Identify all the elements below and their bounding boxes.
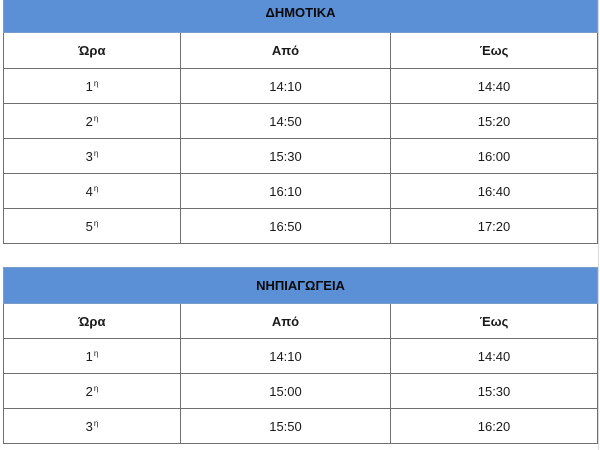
- to-cell: 15:30: [391, 374, 598, 409]
- hour-number: 2: [85, 113, 93, 129]
- table-row: [4, 174, 598, 209]
- hour-number: 1: [85, 348, 93, 364]
- to-cell: 14:40: [391, 69, 598, 104]
- page-edge-line: [598, 0, 599, 450]
- from-cell: 14:50: [181, 104, 391, 139]
- ordinal-suffix: η: [93, 218, 99, 228]
- ordinal-suffix: η: [93, 183, 99, 193]
- column-header-hour: Ώρα: [4, 304, 181, 339]
- table-row: [4, 209, 598, 244]
- hour-cell: [4, 339, 181, 374]
- to-cell: 16:40: [391, 174, 598, 209]
- from-cell: 15:30: [181, 139, 391, 174]
- table-header-row: [4, 33, 598, 69]
- hour-cell: [4, 104, 181, 139]
- column-header-to: Έως: [391, 304, 598, 339]
- table-row: [4, 409, 598, 444]
- hour-cell: [4, 209, 181, 244]
- table-title: ΝΗΠΙΑΓΩΓΕΙΑ: [4, 268, 598, 304]
- ordinal-suffix: η: [93, 78, 99, 88]
- to-cell: 15:20: [391, 104, 598, 139]
- column-header-hour: Ώρα: [4, 33, 181, 69]
- to-cell: 17:20: [391, 209, 598, 244]
- ordinal-suffix: η: [93, 348, 99, 358]
- from-cell: 15:00: [181, 374, 391, 409]
- table-title-row: [4, 0, 598, 33]
- table-row: [4, 374, 598, 409]
- table-title: ΔΗΜΟΤΙΚΑ: [4, 0, 598, 33]
- from-cell: 15:50: [181, 409, 391, 444]
- from-cell: 14:10: [181, 339, 391, 374]
- hour-number: 2: [85, 383, 93, 399]
- hour-cell: [4, 409, 181, 444]
- to-cell: 16:20: [391, 409, 598, 444]
- from-cell: 14:10: [181, 69, 391, 104]
- hour-cell: [4, 174, 181, 209]
- from-cell: 16:50: [181, 209, 391, 244]
- hour-number: 1: [85, 78, 93, 94]
- to-cell: 16:00: [391, 139, 598, 174]
- ordinal-suffix: η: [93, 148, 99, 158]
- ordinal-suffix: η: [93, 418, 99, 428]
- schedule-table-nipiagogeia: [3, 267, 598, 444]
- column-header-from: Από: [181, 33, 391, 69]
- column-header-to: Έως: [391, 33, 598, 69]
- from-cell: 16:10: [181, 174, 391, 209]
- ordinal-suffix: η: [93, 113, 99, 123]
- table-row: [4, 139, 598, 174]
- hour-cell: [4, 69, 181, 104]
- column-header-from: Από: [181, 304, 391, 339]
- hour-cell: [4, 139, 181, 174]
- table-row: [4, 69, 598, 104]
- hour-number: 3: [85, 418, 93, 434]
- table-header-row: [4, 304, 598, 339]
- ordinal-suffix: η: [93, 383, 99, 393]
- schedule-table-dimotika: [3, 0, 598, 244]
- to-cell: 14:40: [391, 339, 598, 374]
- hour-number: 4: [85, 183, 93, 199]
- hour-number: 3: [85, 148, 93, 164]
- table-row: [4, 339, 598, 374]
- hour-cell: [4, 374, 181, 409]
- hour-number: 5: [85, 218, 93, 234]
- table-title-row: [4, 268, 598, 304]
- table-row: [4, 104, 598, 139]
